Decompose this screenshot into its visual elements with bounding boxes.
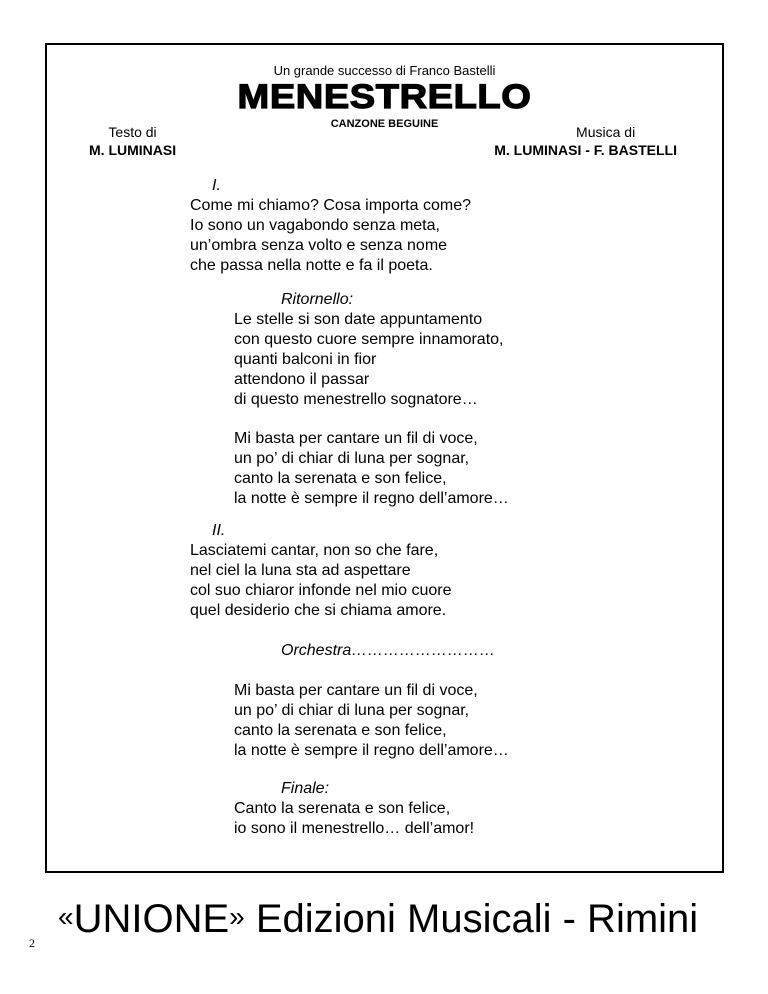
music-credit-role: Musica di (576, 124, 636, 140)
lyrics-credit-name: M. LUMINASI (89, 142, 177, 158)
verse-line: quel desiderio che si chiama amore. (190, 602, 447, 619)
chorus-repeat (234, 681, 509, 761)
chorus-line: canto la serenata e son felice, (234, 470, 447, 487)
chorus-line: Le stelle si son date appuntamento (234, 311, 483, 328)
chorus-line: di questo menestrello sognatore… (234, 391, 478, 408)
publisher-brand: UNIONE (73, 897, 230, 941)
chorus-line: Mi basta per cantare un fil di voce, (234, 430, 478, 447)
orchestra-heading: Orchestra……………………… (281, 642, 496, 659)
publisher-name: Edizioni Musicali - Rimini (244, 897, 699, 941)
verse-line: nel ciel la luna sta ad aspettare (190, 562, 411, 579)
chorus-second-part (234, 429, 509, 509)
verse-line: Io sono un vagabondo senza meta, (190, 217, 440, 234)
song-title: MENESTRELLO (237, 78, 532, 116)
finale-line: Canto la serenata e son felice, (234, 800, 451, 817)
verse-2-heading: II. (212, 522, 226, 539)
verse-line: Come mi chiamo? Cosa importa come? (190, 197, 471, 214)
finale-heading: Finale: (281, 780, 330, 797)
finale (234, 779, 474, 839)
lyrics-credit-role: Testo di (108, 124, 157, 140)
publisher-imprint (58, 893, 698, 943)
verse-line: che passa nella notte e fa il poeta. (190, 257, 433, 274)
chorus-line: canto la serenata e son felice, (234, 722, 447, 739)
chorus-heading: Ritornello: (281, 291, 354, 308)
finale-line: io sono il menestrello… dell’amor! (234, 820, 475, 837)
chorus-line: con questo cuore sempre innamorato, (234, 331, 504, 348)
verse-2 (190, 521, 451, 621)
verse-line: un’ombra senza volto e senza nome (190, 237, 448, 254)
chorus-line: la notte è sempre il regno dell’amore… (234, 742, 509, 759)
quote-open: « (58, 901, 74, 932)
chorus (234, 290, 503, 410)
page-number: 2 (29, 936, 35, 950)
quote-close: » (229, 901, 245, 932)
music-credit (494, 123, 677, 159)
chorus-line: un po’ di chiar di luna per sognar, (234, 702, 470, 719)
genre-label: CANZONE BEGUINE (330, 118, 439, 130)
lyrics-frame (45, 43, 724, 873)
chorus-line: Mi basta per cantare un fil di voce, (234, 682, 478, 699)
verse-1-heading: I. (212, 177, 221, 194)
chorus-line: un po’ di chiar di luna per sognar, (234, 450, 470, 467)
verse-line: Lasciatemi cantar, non so che fare, (190, 542, 439, 559)
music-credit-name: M. LUMINASI - F. BASTELLI (494, 142, 677, 158)
verse-1 (190, 176, 471, 276)
chorus-line: attendono il passar (234, 371, 370, 388)
chorus-line: quanti balconi in fior (234, 351, 377, 368)
chorus-line: la notte è sempre il regno dell’amore… (234, 490, 509, 507)
verse-line: col suo chiaror infonde nel mio cuore (190, 582, 452, 599)
lyrics-credit (89, 123, 176, 159)
subtitle: Un grande successo di Franco Bastelli (273, 63, 496, 78)
orchestra-section (234, 641, 495, 661)
